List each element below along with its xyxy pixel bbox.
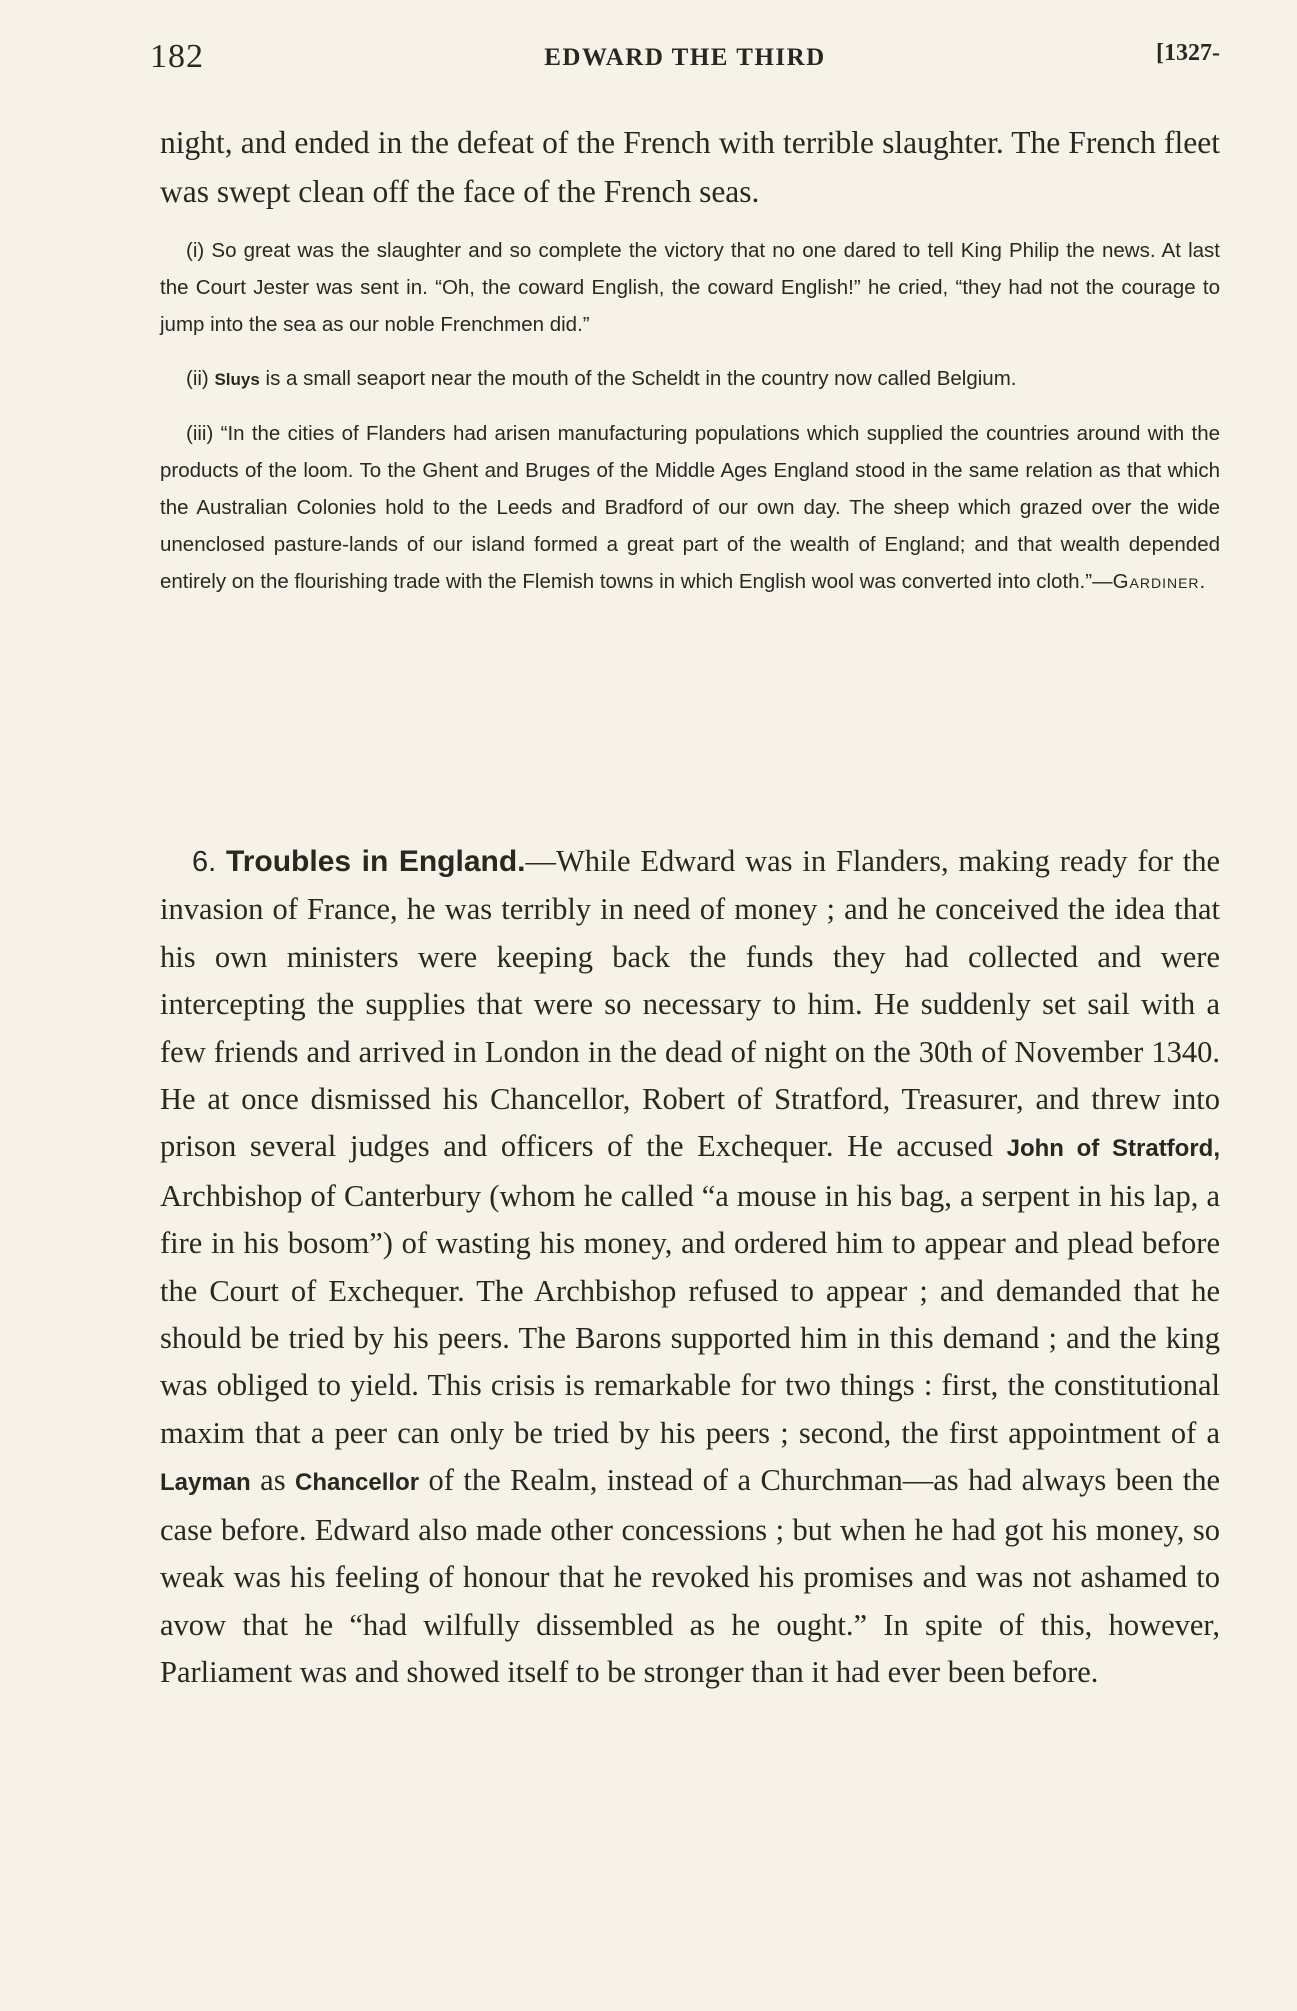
note-attribution: Gardiner. (1112, 570, 1207, 593)
section-text: of the Realm, instead of a Churchman—as had always been the case before. Edward also made other concessions ; but when he had got his money, so weak was his feeling of honour that he revoked his promises and was not ashamed to avow that he “had wilfully dissembled as he ought.” In spite of this, however, Parliament was and showed itself to be stronger than it had ever been before. (160, 1463, 1221, 1689)
notes-block (160, 232, 1220, 617)
section-text: Archbishop of Canterbury (whom he called “a mouse in his bag, a serpent in his lap, a fire in his bosom”) of wasting his money, and ordered him to appear and plead before the Court of Exchequer. The Archbishop refused to appear ; and demanded that he should be tried by his peers. The Barons supported him in this demand ; and the king was obliged to yield. This crisis is remarkable for two things : first, the constitutional maxim that a peer can only be tried by his peers ; second, the first appointment of a (160, 1178, 1220, 1450)
running-date: [1327- (1156, 40, 1220, 66)
bold-term: John of Stratford, (1006, 1135, 1221, 1163)
page-number: 182 (150, 38, 204, 75)
section-6 (160, 838, 1220, 1696)
running-title: EDWARD THE THIRD (544, 44, 826, 71)
note-text: So great was the slaughter and so complete the victory that no one dared to tell King Philip the news. At last the Court Jester was sent in. “Oh, the coward English, the coward English!” he cried, “they had not the courage to jump into the sea as our noble Frenchmen did.” (160, 239, 1220, 336)
note-i (160, 232, 1220, 343)
section-text: as (260, 1463, 286, 1498)
note-text: “In the cities of Flanders had arisen manufacturing populations which supplied the countries around with the products of the loom. To the Ghent and Bruges of the Middle Ages England stood in the same relation as that which the Australian Colonies hold to the Leeds and Bradford of our own day. The sheep which grazed over the wide unenclosed pasture-lands of our island formed a great part of the wealth of England; and that wealth depended entirely on the flourishing trade with the Flemish towns in which English wool was converted into cloth.”— (160, 422, 1220, 593)
note-text: is a small seaport near the mouth of the Scheldt in the country now called Belgium. (265, 367, 1017, 390)
lead-paragraph: night, and ended in the defeat of the French with terrible slaughter. The French fleet was swept clean off the face of the French seas. (160, 125, 1220, 209)
section-number: 6. (192, 846, 217, 878)
note-label: (iii) (186, 422, 214, 445)
bold-term: Chancellor (295, 1469, 420, 1497)
note-label: (i) (186, 239, 205, 262)
section-heading: Troubles in England. (226, 845, 526, 878)
bold-term: Layman (160, 1469, 251, 1497)
section-text: —While Edward was in Flanders, making ready for the invasion of France, he was terribly in need of money ; and he conceived the idea that his own ministers were keeping back the funds they had collected and were intercepting the supplies that were so necessary to him. He suddenly set sail with a few friends and arrived in London in the dead of night on the 30th of November 1340. He at once dismissed his Chancellor, Robert of Stratford, Treasurer, and threw into prison several judges and officers of the Exchequer. He accused (160, 844, 1221, 1164)
note-ii (160, 360, 1220, 398)
note-term: Sluys (214, 370, 260, 389)
note-iii (160, 415, 1220, 600)
note-label: (ii) (186, 367, 209, 390)
running-head (150, 38, 1220, 78)
